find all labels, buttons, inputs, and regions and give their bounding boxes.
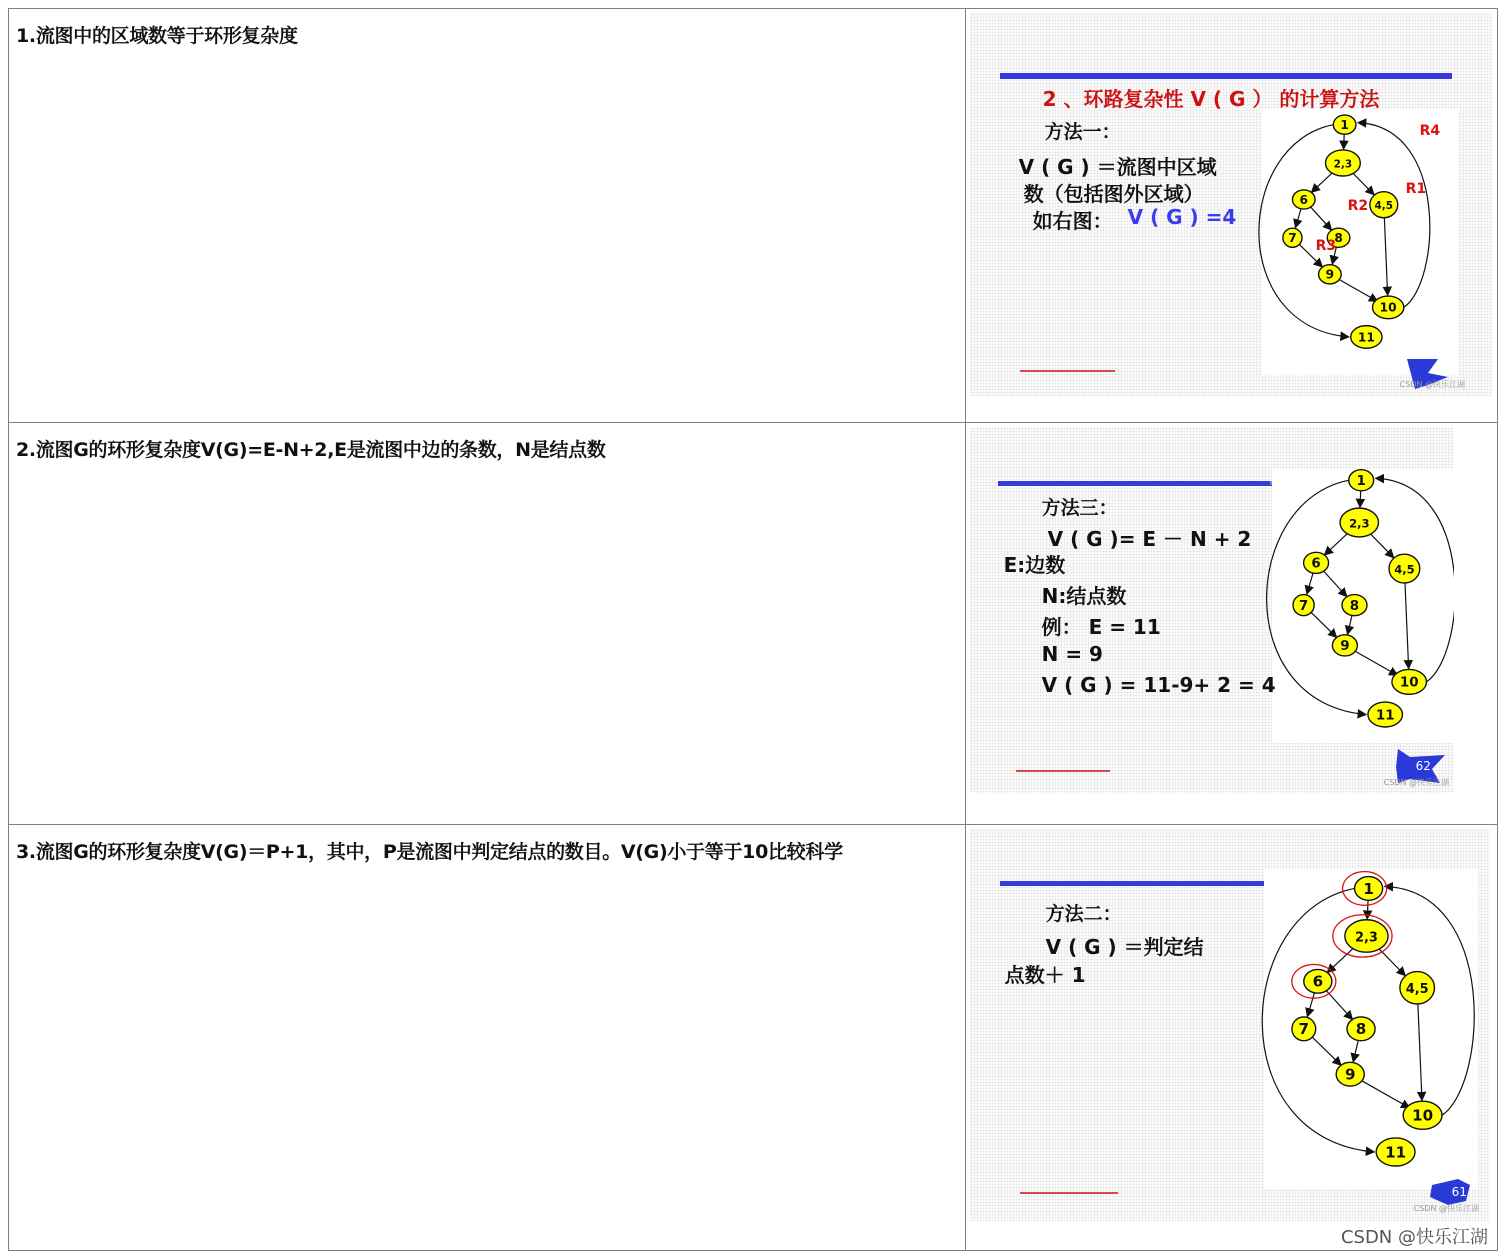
question-cell-2: [9, 423, 966, 825]
question-cell-1: [9, 9, 966, 423]
flow-node-label: 10: [1379, 300, 1397, 315]
question-text-3: 3.流图G的环形复杂度V(G)＝P+1，其中，P是流图中判定结点的数目。V(G)小于等于10比较科学: [16, 841, 843, 863]
slide-line-1: 方法一：: [1044, 121, 1121, 143]
flow-node-label: 2,3: [1354, 930, 1378, 946]
slide-line-3: 数（包括图外区域）: [1023, 182, 1204, 206]
slide-highlight: V ( G ) =4: [1127, 205, 1237, 229]
flow-node-label: 6: [1311, 556, 1321, 572]
slide-line-4: 如右图：: [1032, 209, 1113, 233]
flow-node-label: 11: [1357, 330, 1375, 345]
slide-cell-1: [965, 9, 1497, 423]
slide-page-number: 62: [1415, 759, 1431, 773]
flow-node-label: 1: [1340, 118, 1349, 133]
flow-node-label: 9: [1344, 1065, 1356, 1084]
flow-node-label: 2,3: [1333, 158, 1352, 171]
flow-node-label: 6: [1312, 972, 1323, 991]
flow-node-label: 2,3: [1348, 516, 1370, 531]
method3-line-6: N = 9: [1041, 642, 1103, 666]
footer-watermark: CSDN @快乐江湖: [1340, 1227, 1488, 1248]
question-text-2: 2.流图G的环形复杂度V(G)=E-N+2,E是流图中边的条数，N是结点数: [16, 439, 606, 461]
flow-node-label: 10: [1411, 1106, 1433, 1125]
method3-line-7: V ( G ) = 11-9+ 2 = 4: [1041, 673, 1276, 697]
flow-node-label: 11: [1375, 708, 1395, 724]
flow-node-label: 7: [1298, 598, 1308, 614]
content-table: [8, 8, 1498, 1251]
method2-line-2: V ( G ) ＝判定结: [1045, 935, 1204, 959]
question-text-1: 1.流图中的区域数等于环形复杂度: [16, 25, 298, 47]
flow-node-label: 9: [1339, 639, 1350, 655]
slide-watermark: CSDN @快乐江湖: [1399, 380, 1465, 389]
slide-image-2: [970, 427, 1454, 793]
flow-node-label: 7: [1287, 231, 1297, 246]
method2-line-3: 点数＋ 1: [1004, 963, 1086, 987]
flow-node-label: 8: [1333, 231, 1343, 246]
region-label-r4: R4: [1419, 123, 1441, 139]
method3-line-2: V ( G )= E － N + 2: [1047, 527, 1252, 551]
flow-node-label: 7: [1298, 1020, 1309, 1039]
region-label-r3: R3: [1315, 238, 1337, 254]
slide-image-1: [970, 13, 1492, 396]
flow-node-label: 4,5: [1374, 200, 1393, 213]
flow-edge: [1367, 900, 1368, 918]
flow-node-label: 1: [1362, 879, 1374, 898]
slide-watermark: CSDN @快乐江湖: [1383, 778, 1449, 787]
method3-line-1: 方法三：: [1041, 497, 1118, 519]
slide-line-2: V ( G ) ＝流图中区域: [1018, 155, 1217, 179]
flow-edge: [1360, 491, 1361, 507]
flow-node-label: 1: [1356, 474, 1366, 490]
slide-image-3: [970, 829, 1490, 1221]
slide-title: 2 、环路复杂性 V ( G ） 的计算方法: [1042, 87, 1380, 111]
flowgraph-3: [970, 829, 1490, 1221]
flow-node-label: 11: [1384, 1143, 1406, 1162]
slide-cell-2: [965, 423, 1497, 825]
slide-page-number: 61: [1451, 1185, 1467, 1199]
method2-line-1: 方法二：: [1045, 903, 1122, 925]
flow-node-label: 10: [1399, 675, 1419, 691]
question-cell-3: [9, 825, 966, 1251]
region-label-r1: R1: [1405, 181, 1427, 197]
method3-line-5: 例： E = 11: [1041, 615, 1161, 639]
slide-cell-3: [965, 825, 1497, 1251]
method3-line-3: E:边数: [1003, 553, 1066, 577]
region-label-r2: R2: [1347, 198, 1369, 214]
flow-edge: [1343, 134, 1344, 149]
method3-line-4: N:结点数: [1041, 584, 1127, 608]
flow-node-label: 4,5: [1405, 982, 1429, 998]
flow-node-label: 8: [1355, 1020, 1366, 1039]
flow-node-label: 4,5: [1393, 562, 1415, 577]
flow-node-label: 6: [1299, 192, 1308, 207]
slide-page-number: 0: [1441, 361, 1449, 374]
flow-node-label: 8: [1349, 598, 1359, 614]
slide-watermark: CSDN @快乐江湖: [1413, 1204, 1479, 1213]
flow-node-label: 9: [1325, 267, 1334, 282]
flowgraph-2: [970, 427, 1454, 793]
